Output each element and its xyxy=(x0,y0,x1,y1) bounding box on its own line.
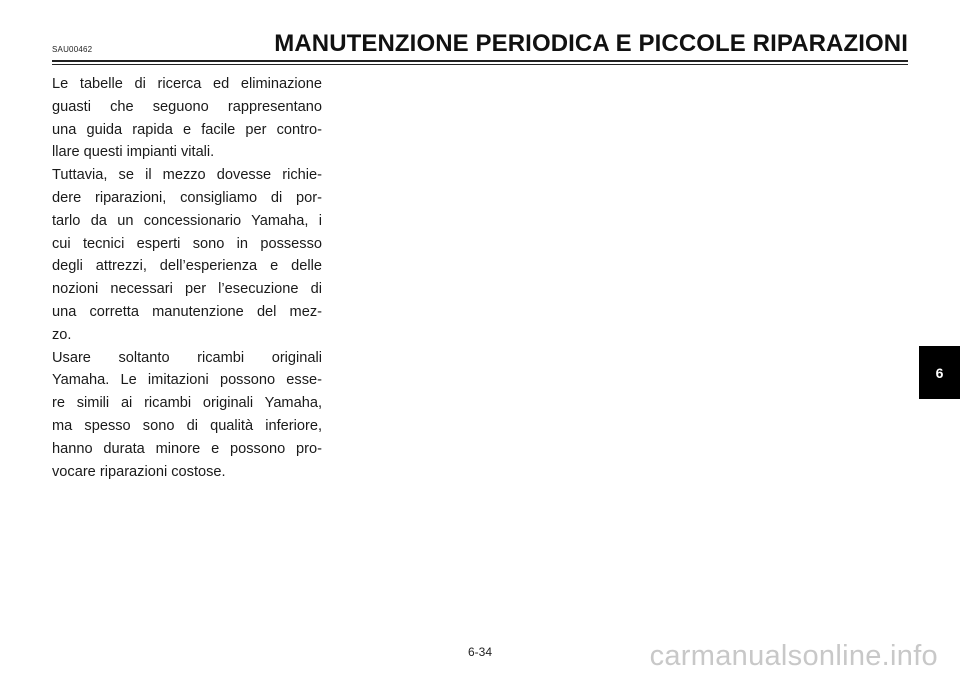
text-line: re simili ai ricambi originali Yamaha, xyxy=(52,395,322,412)
text-line: nozioni necessari per l’esecuzione di xyxy=(52,281,322,298)
chapter-tab xyxy=(919,346,960,399)
page-number: 6-34 xyxy=(467,645,493,659)
paragraph-3 xyxy=(52,347,322,484)
chapter-tab-number: 6 xyxy=(935,364,944,381)
header-rule-thin xyxy=(52,64,908,65)
paragraph-2 xyxy=(52,164,322,346)
text-line: degli attrezzi, dell’esperienza e delle xyxy=(52,258,322,275)
body-text xyxy=(52,73,322,483)
page-title: MANUTENZIONE PERIODICA E PICCOLE RIPARAZIONI xyxy=(274,30,908,57)
text-line: cui tecnici esperti sono in possesso xyxy=(52,235,322,252)
text-line: Usare soltanto ricambi originali xyxy=(52,349,322,366)
text-line: Yamaha. Le imitazioni possono esse- xyxy=(52,372,322,389)
section-code: SAU00462 xyxy=(52,45,93,54)
paragraph-1 xyxy=(52,73,322,164)
watermark: carmanualsonline.info xyxy=(649,640,938,672)
text-line: vocare riparazioni costose. xyxy=(52,463,226,480)
text-line: tarlo da un concessionario Yamaha, i xyxy=(52,212,322,229)
text-line: zo. xyxy=(52,326,72,343)
text-line: Tuttavia, se il mezzo dovesse richie- xyxy=(52,167,322,184)
text-line: llare questi impianti vitali. xyxy=(52,144,215,161)
text-line: guasti che seguono rappresentano xyxy=(52,98,322,115)
header-rule-thick xyxy=(52,60,908,62)
text-line: ma spesso sono di qualità inferiore, xyxy=(52,417,322,434)
text-line: Le tabelle di ricerca ed eliminazione xyxy=(52,76,322,92)
text-line: una corretta manutenzione del mez- xyxy=(52,303,322,320)
text-line: una guida rapida e facile per contro- xyxy=(52,121,322,138)
text-line: dere riparazioni, consigliamo di por- xyxy=(52,189,322,206)
text-line: hanno durata minore e possono pro- xyxy=(52,440,322,457)
